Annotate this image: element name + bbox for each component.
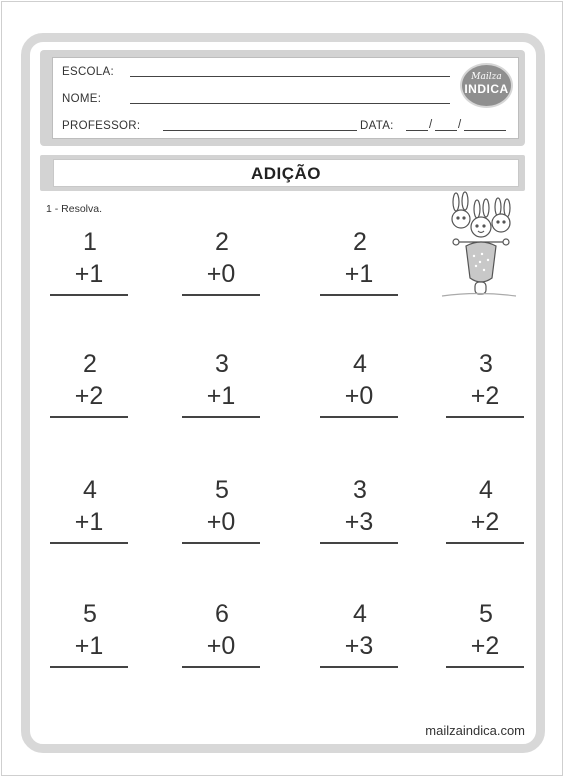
addend-top: 4 <box>83 476 97 504</box>
addend-bottom: +0 <box>344 382 374 410</box>
addition-problem <box>320 600 398 668</box>
addend-top: 1 <box>83 228 97 256</box>
addend-top: 4 <box>353 350 367 378</box>
answer-line[interactable] <box>182 542 260 544</box>
addition-problem <box>182 476 260 544</box>
date-year-field[interactable] <box>464 130 506 131</box>
answer-line[interactable] <box>320 542 398 544</box>
addend-top: 6 <box>215 600 229 628</box>
addend-bottom: +1 <box>206 382 236 410</box>
addend-top: 3 <box>215 350 229 378</box>
addend-bottom: +2 <box>470 508 500 536</box>
addition-problem <box>182 600 260 668</box>
bunnies-on-scooter-icon <box>438 190 520 300</box>
answer-line[interactable] <box>50 542 128 544</box>
answer-line[interactable] <box>50 416 128 418</box>
addition-problem <box>320 476 398 544</box>
teacher-label: PROFESSOR: <box>62 120 141 132</box>
addition-problem <box>182 228 260 296</box>
date-month-field[interactable] <box>435 130 457 131</box>
date-day-field[interactable] <box>406 130 428 131</box>
answer-line[interactable] <box>182 666 260 668</box>
addition-problem <box>50 476 128 544</box>
logo-top-text: Mailza <box>471 72 502 82</box>
addend-top: 5 <box>479 600 493 628</box>
addend-top: 4 <box>353 600 367 628</box>
date-separator: / <box>458 119 462 131</box>
addend-top: 2 <box>353 228 367 256</box>
answer-line[interactable] <box>320 666 398 668</box>
addend-bottom: +1 <box>74 260 104 288</box>
answer-line[interactable] <box>182 416 260 418</box>
addend-bottom: +2 <box>470 382 500 410</box>
addition-problem <box>50 600 128 668</box>
addition-problem <box>446 476 524 544</box>
answer-line[interactable] <box>182 294 260 296</box>
school-label: ESCOLA: <box>62 66 114 78</box>
answer-line[interactable] <box>446 542 524 544</box>
addition-problem <box>50 350 128 418</box>
answer-line[interactable] <box>446 666 524 668</box>
mailza-indica-logo <box>460 63 513 108</box>
addend-top: 2 <box>215 228 229 256</box>
addition-problem <box>320 228 398 296</box>
date-label: DATA: <box>360 120 394 132</box>
page-title: ADIÇÃO <box>53 159 519 187</box>
addend-top: 3 <box>479 350 493 378</box>
answer-line[interactable] <box>50 666 128 668</box>
addend-bottom: +0 <box>206 508 236 536</box>
logo-bottom-text: INDICA <box>464 82 509 96</box>
addend-bottom: +2 <box>74 382 104 410</box>
addend-bottom: +2 <box>470 632 500 660</box>
footer-url: mailzaindica.com <box>425 723 525 738</box>
addition-problem <box>446 350 524 418</box>
addend-bottom: +1 <box>74 632 104 660</box>
addend-bottom: +3 <box>344 508 374 536</box>
addition-problem <box>446 600 524 668</box>
name-field[interactable] <box>130 103 450 104</box>
addend-bottom: +0 <box>206 260 236 288</box>
instruction-text: 1 - Resolva. <box>46 203 103 215</box>
addend-bottom: +3 <box>344 632 374 660</box>
answer-line[interactable] <box>320 294 398 296</box>
school-field[interactable] <box>130 76 450 77</box>
addend-top: 2 <box>83 350 97 378</box>
addend-top: 5 <box>215 476 229 504</box>
name-label: NOME: <box>62 93 102 105</box>
answer-line[interactable] <box>320 416 398 418</box>
addend-top: 4 <box>479 476 493 504</box>
addend-top: 3 <box>353 476 367 504</box>
addition-problem <box>50 228 128 296</box>
teacher-field[interactable] <box>163 130 357 131</box>
addition-problem <box>320 350 398 418</box>
addition-problem <box>182 350 260 418</box>
addend-bottom: +1 <box>74 508 104 536</box>
answer-line[interactable] <box>446 416 524 418</box>
addend-bottom: +0 <box>206 632 236 660</box>
date-separator: / <box>429 119 433 131</box>
addend-bottom: +1 <box>344 260 374 288</box>
answer-line[interactable] <box>50 294 128 296</box>
addend-top: 5 <box>83 600 97 628</box>
